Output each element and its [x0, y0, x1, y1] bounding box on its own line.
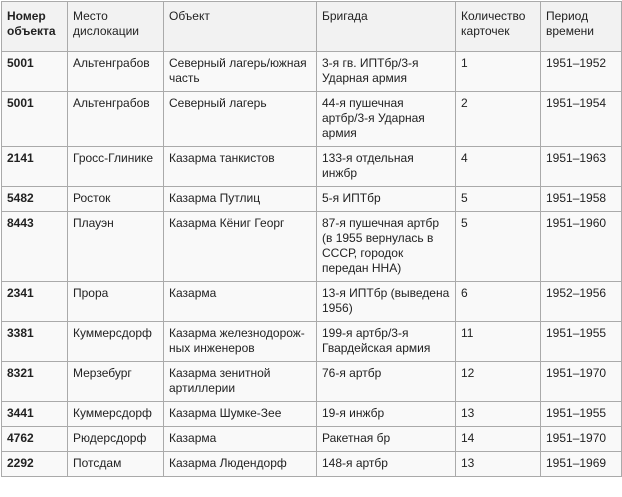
cell-period: 1951–1955 — [541, 322, 622, 362]
cell-object: Казарма Людендорф — [164, 452, 317, 477]
cell-location: Куммерсдорф — [68, 322, 164, 362]
cell-period: 1951–1952 — [541, 52, 622, 92]
cell-object-number: 5001 — [2, 92, 68, 147]
cell-location: Плауэн — [68, 212, 164, 282]
cell-location: Потсдам — [68, 452, 164, 477]
cell-object: Казарма Кёниг Георг — [164, 212, 317, 282]
cell-period: 1951–1969 — [541, 452, 622, 477]
cell-object-number: 3381 — [2, 322, 68, 362]
cell-card-count: 13 — [456, 452, 541, 477]
header-object-number: Номер объекта — [2, 2, 68, 52]
cell-location: Прора — [68, 282, 164, 322]
cell-object-number: 8443 — [2, 212, 68, 282]
header-brigade: Бригада — [317, 2, 456, 52]
cell-brigade: 76-я артбр — [317, 362, 456, 402]
cell-brigade: 148-я артбр — [317, 452, 456, 477]
header-row — [2, 2, 622, 52]
header-period: Период времени — [541, 2, 622, 52]
cell-card-count: 4 — [456, 147, 541, 187]
cell-brigade: 3-я гв. ИПТбр/3-я Ударная армия — [317, 52, 456, 92]
cell-card-count: 5 — [456, 212, 541, 282]
table-row — [2, 427, 622, 452]
cell-card-count: 14 — [456, 427, 541, 452]
cell-object-number: 2341 — [2, 282, 68, 322]
cell-object: Казарма зенитной артиллерии — [164, 362, 317, 402]
header-location: Место дислокации — [68, 2, 164, 52]
cell-card-count: 1 — [456, 52, 541, 92]
cell-brigade: 87-я пушечная артбр (в 1955 вернулась в СССР, городок передан ННА) — [317, 212, 456, 282]
table-row — [2, 92, 622, 147]
cell-period: 1952–1956 — [541, 282, 622, 322]
cell-object: Казарма железнодорож-ных инженеров — [164, 322, 317, 362]
cell-card-count: 13 — [456, 402, 541, 427]
cell-period: 1951–1954 — [541, 92, 622, 147]
cell-location: Куммерсдорф — [68, 402, 164, 427]
cell-object: Казарма Путлиц — [164, 187, 317, 212]
cell-object-number: 5001 — [2, 52, 68, 92]
table-row — [2, 452, 622, 477]
cell-object: Северный лагерь — [164, 92, 317, 147]
cell-card-count: 2 — [456, 92, 541, 147]
cell-period: 1951–1960 — [541, 212, 622, 282]
header-card-count: Количество карточек — [456, 2, 541, 52]
table-row — [2, 212, 622, 282]
cell-period: 1951–1963 — [541, 147, 622, 187]
cell-card-count: 11 — [456, 322, 541, 362]
cell-object: Казарма танкистов — [164, 147, 317, 187]
cell-brigade: 133-я отдельная инжбр — [317, 147, 456, 187]
cell-brigade: 44-я пушечная артбр/3-я Ударная армия — [317, 92, 456, 147]
table-row — [2, 402, 622, 427]
cell-location: Рюдерсдорф — [68, 427, 164, 452]
cell-object: Казарма — [164, 427, 317, 452]
cell-brigade: Ракетная бр — [317, 427, 456, 452]
cell-brigade: 199-я артбр/3-я Гвардейская армия — [317, 322, 456, 362]
table-row — [2, 322, 622, 362]
cell-object-number: 2292 — [2, 452, 68, 477]
cell-object-number: 5482 — [2, 187, 68, 212]
cell-brigade: 19-я инжбр — [317, 402, 456, 427]
cell-object: Казарма Шумке-Зее — [164, 402, 317, 427]
table-row — [2, 187, 622, 212]
cell-location: Мерзебург — [68, 362, 164, 402]
cell-brigade: 5-я ИПТбр — [317, 187, 456, 212]
header-object: Объект — [164, 2, 317, 52]
cell-object: Северный лагерь/южная часть — [164, 52, 317, 92]
cell-object-number: 4762 — [2, 427, 68, 452]
cell-period: 1951–1958 — [541, 187, 622, 212]
cell-card-count: 12 — [456, 362, 541, 402]
objects-table — [1, 1, 622, 477]
cell-period: 1951–1955 — [541, 402, 622, 427]
cell-location: Альтенграбов — [68, 52, 164, 92]
cell-period: 1951–1970 — [541, 427, 622, 452]
cell-location: Росток — [68, 187, 164, 212]
table-row — [2, 52, 622, 92]
cell-brigade: 13-я ИПТбр (выведена 1956) — [317, 282, 456, 322]
cell-location: Гросс-Глинике — [68, 147, 164, 187]
cell-period: 1951–1970 — [541, 362, 622, 402]
cell-object: Казарма — [164, 282, 317, 322]
cell-object-number: 2141 — [2, 147, 68, 187]
cell-card-count: 6 — [456, 282, 541, 322]
cell-card-count: 5 — [456, 187, 541, 212]
table-row — [2, 362, 622, 402]
table-row — [2, 282, 622, 322]
table-row — [2, 147, 622, 187]
cell-location: Альтенграбов — [68, 92, 164, 147]
cell-object-number: 3441 — [2, 402, 68, 427]
cell-object-number: 8321 — [2, 362, 68, 402]
